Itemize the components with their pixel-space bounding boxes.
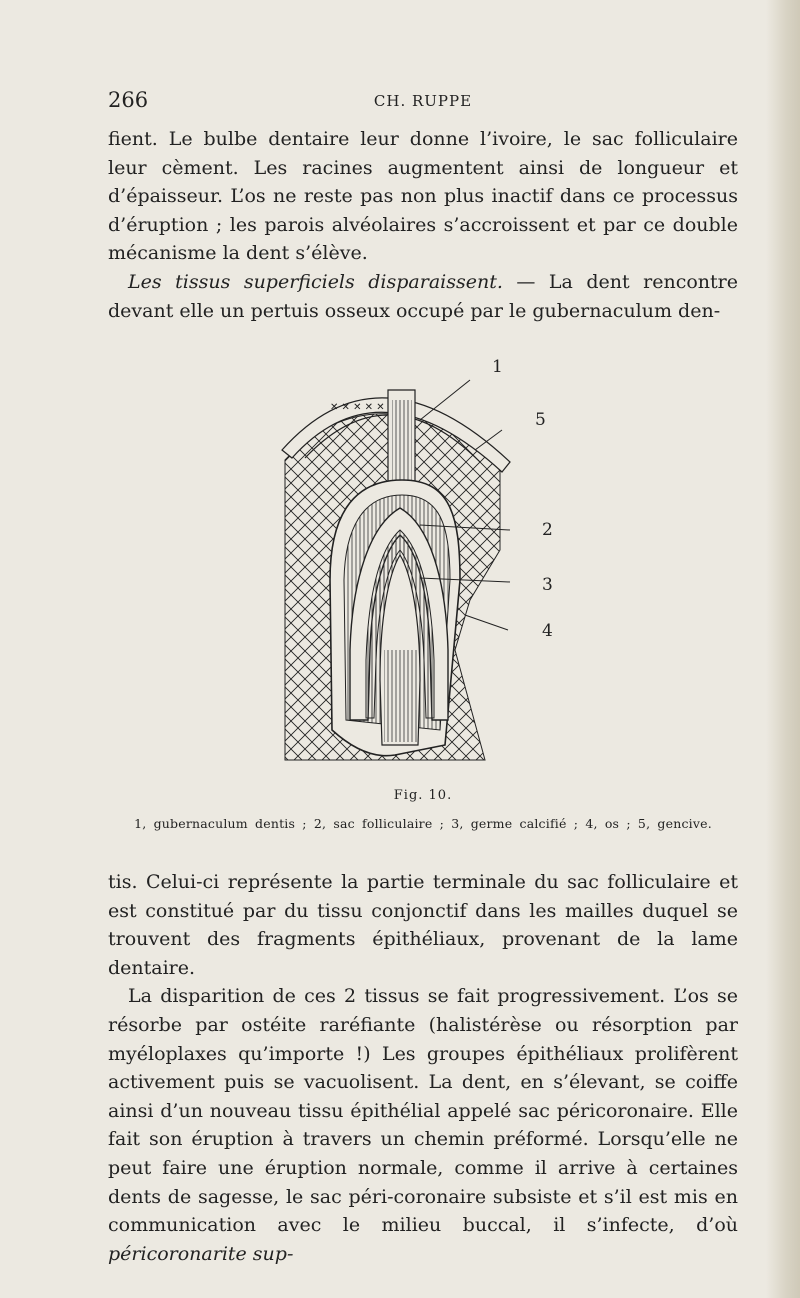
paragraph-2 — [108, 268, 738, 325]
paragraph-2-text: — La dent rencontre devant elle un pertuis osseux occupé par le gubernaculum den- — [108, 270, 738, 322]
paragraph-4-italic: péricoronarite sup- — [108, 1242, 294, 1265]
pulp-striations — [384, 650, 418, 742]
leader-line-4 — [465, 615, 508, 630]
paragraph-1: fient. Le bulbe dentaire leur donne l’ivoire, le sac folliculaire leur cèment. Les racines augmentent ainsi de longueur et d’épaisseur. L’os ne reste pas non plus inactif dans ce processus d’éruption ; les parois alvéolaires s’accroissent et par ce double mécanisme la dent s’élève. — [108, 128, 738, 265]
figure-title: Fig. 10. — [393, 788, 453, 803]
paragraph-3: tis. Celui-ci représente la partie terminale du sac folliculaire et est constitué par du tissu conjonctif dans les mailles duquel se trouvent des fragments épithéliaux, provenant de la lame dentaire. — [108, 871, 738, 979]
paragraph-4-text: La disparition de ces 2 tissus se fait progressivement. L’os se résorbe par ostéite raréfiante (halistérèse ou résorption par myéloplaxes qu’importe !) Les groupes épithéliaux prolifèrent activement puis se vacuolisent. La dent, en s’élevant, se coiffe ainsi d’un nouveau tissu épithélial appelé sac péricoronaire. Elle fait son éruption à travers un chemin préformé. Lorsqu’elle ne peut faire une éruption normale, comme il arrive à certaines dents de sagesse, le sac péri-coronaire subsiste et s’il est mis en communication avec le milieu buccal, il s’infecte, d’où — [108, 985, 738, 1237]
figure-label-2: 2 — [542, 520, 553, 540]
body-text-top — [108, 125, 738, 325]
figure-label-5: 5 — [535, 410, 546, 430]
page-header — [108, 88, 738, 118]
section-heading-italic: Les tissus superficiels disparaissent. — [128, 270, 503, 293]
page-number: 266 — [108, 88, 149, 112]
running-title: CH. RUPPE — [373, 92, 473, 110]
figure-label-3: 3 — [542, 575, 553, 595]
tooth-eruption-figure — [270, 350, 570, 780]
body-text-bottom — [108, 868, 738, 1268]
paragraph-4 — [108, 982, 738, 1268]
gum-marks: ✕ ✕ ✕ ✕ ✕ — [330, 402, 385, 413]
gubernaculum-fibers — [392, 400, 412, 480]
page-edge-shadow — [766, 0, 800, 1298]
figure-label-1: 1 — [492, 357, 503, 377]
figure-label-4: 4 — [542, 621, 553, 641]
figure-caption: 1, gubernaculum dentis ; 2, sac folliculaire ; 3, germe calcifié ; 4, os ; 5, gencive. — [134, 816, 712, 831]
